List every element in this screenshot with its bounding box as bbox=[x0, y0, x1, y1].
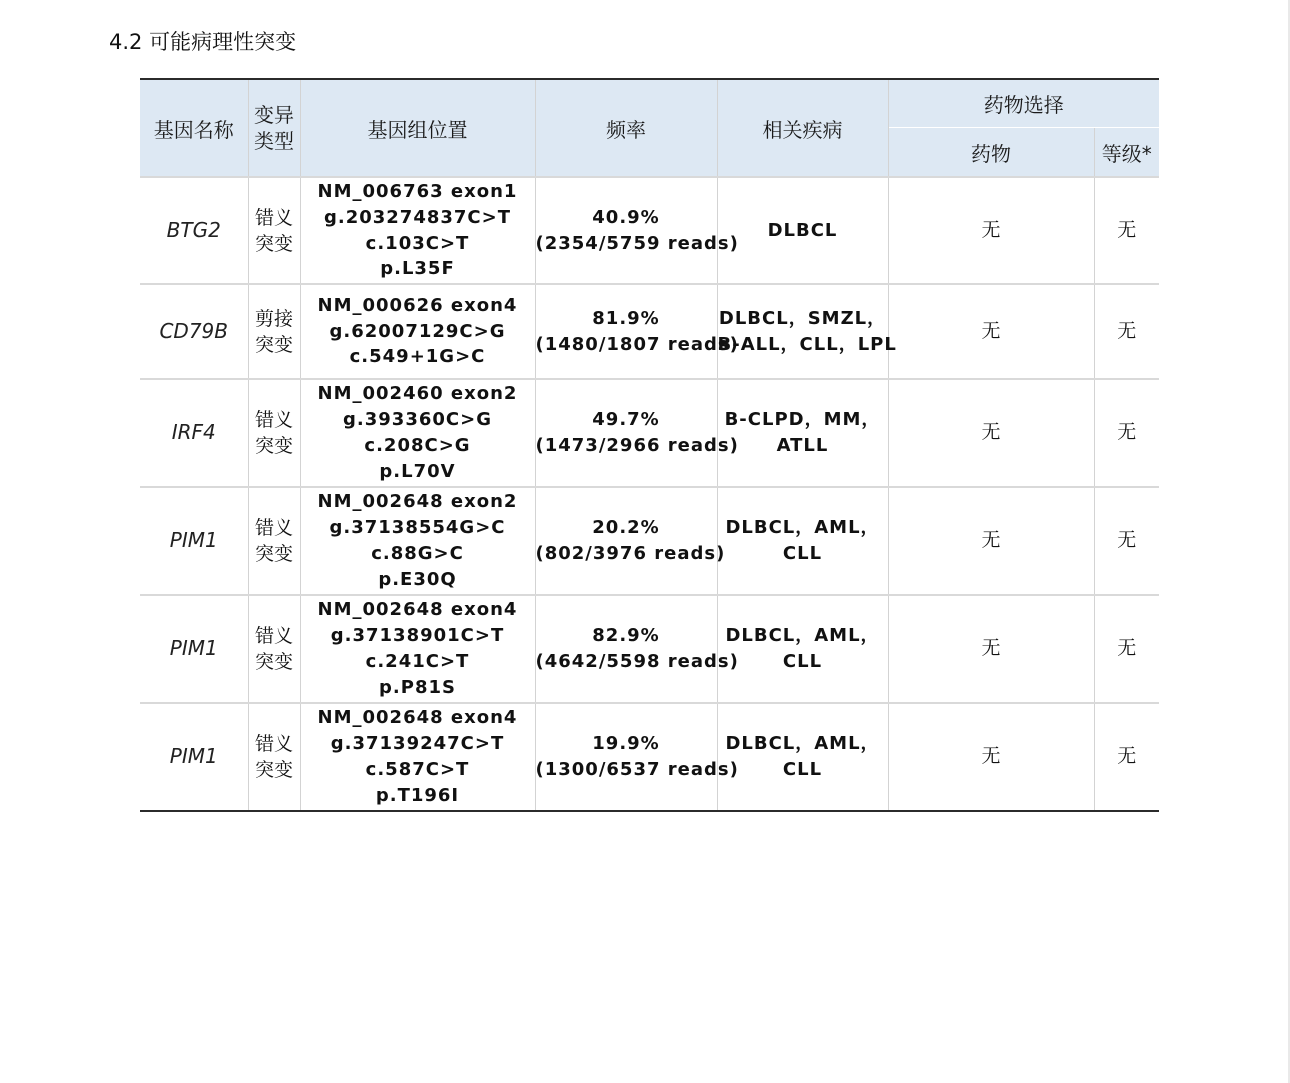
related-disease bbox=[717, 177, 888, 284]
variant-type-line: 突变 bbox=[254, 651, 293, 673]
genomic-position-line: NM_002648 exon4 bbox=[317, 707, 518, 729]
genomic-position-line: NM_006763 exon1 bbox=[317, 180, 518, 202]
frequency-line: (1473/2966 reads) bbox=[535, 435, 739, 456]
genomic-position-line: c.88G>C bbox=[371, 543, 464, 564]
related-disease bbox=[717, 284, 897, 379]
frequency-line: (4642/5598 reads) bbox=[535, 651, 739, 672]
frequency-line: 20.2% bbox=[592, 517, 660, 539]
related-disease-line: DLBCL bbox=[767, 219, 838, 241]
genomic-position-line: g.37138554G>C bbox=[329, 517, 506, 539]
frequency-line: 49.7% bbox=[592, 409, 660, 431]
frequency bbox=[535, 177, 739, 284]
drug: 无 bbox=[888, 595, 1094, 703]
header-variant-type bbox=[248, 79, 300, 177]
variant-type-line: 突变 bbox=[254, 333, 293, 356]
evidence-level: 无 bbox=[1094, 595, 1159, 703]
genomic-position-line: g.203274837C>T bbox=[323, 206, 511, 228]
genomic-position-line: p.P81S bbox=[379, 676, 456, 698]
evidence-level: 无 bbox=[1094, 284, 1159, 379]
genomic-position-line: c.241C>T bbox=[365, 651, 470, 672]
related-disease-line: DLBCL，AML， bbox=[725, 733, 880, 755]
variant-type-line: 突变 bbox=[254, 543, 293, 565]
gene-name: PIM1 bbox=[140, 487, 248, 595]
table-row bbox=[140, 284, 1159, 379]
frequency-line: (2354/5759 reads) bbox=[535, 232, 739, 254]
header-variant-type-line: 类型 bbox=[254, 129, 294, 153]
variant-type bbox=[248, 703, 300, 811]
header-position: 基因组位置 bbox=[300, 79, 535, 177]
variant-type-line: 突变 bbox=[254, 435, 293, 457]
gene-name: CD79B bbox=[140, 284, 248, 379]
variant-type bbox=[248, 177, 300, 284]
related-disease-line: B-ALL，CLL，LPL bbox=[717, 333, 897, 355]
genomic-position-line: c.103C>T bbox=[365, 232, 470, 254]
genomic-position bbox=[300, 595, 535, 703]
variant-type-line: 剪接 bbox=[254, 307, 293, 330]
related-disease bbox=[717, 595, 888, 703]
drug: 无 bbox=[888, 177, 1094, 284]
table-row bbox=[140, 379, 1159, 487]
frequency-line: (802/3976 reads) bbox=[535, 543, 726, 564]
header-drug-selection: 药物选择 bbox=[888, 79, 1159, 128]
frequency-line: 82.9% bbox=[592, 625, 660, 647]
related-disease-line: DLBCL，SMZL， bbox=[718, 307, 887, 329]
gene-name: IRF4 bbox=[140, 379, 248, 487]
genomic-position-line: g.62007129C>G bbox=[329, 320, 506, 342]
variant-type bbox=[248, 284, 300, 379]
table-body bbox=[140, 177, 1159, 811]
drug: 无 bbox=[888, 487, 1094, 595]
genomic-position bbox=[300, 487, 535, 595]
header-level: 等级* bbox=[1094, 128, 1159, 178]
related-disease-line: DLBCL，AML， bbox=[725, 625, 880, 647]
gene-name: BTG2 bbox=[140, 177, 248, 284]
frequency-line: (1480/1807 reads) bbox=[535, 333, 739, 355]
frequency-line: 81.9% bbox=[592, 307, 660, 329]
section-title: 4.2 可能病理性突变 bbox=[109, 30, 297, 54]
genomic-position-line: g.393360C>G bbox=[343, 409, 492, 431]
variant-type-line: 突变 bbox=[254, 759, 293, 781]
header-frequency: 频率 bbox=[535, 79, 717, 177]
variant-type-line: 错义 bbox=[254, 517, 293, 539]
evidence-level: 无 bbox=[1094, 379, 1159, 487]
evidence-level: 无 bbox=[1094, 703, 1159, 811]
genomic-position-line: c.587C>T bbox=[365, 759, 470, 780]
related-disease bbox=[717, 703, 888, 811]
frequency-line: 40.9% bbox=[592, 206, 660, 228]
related-disease-line: CLL bbox=[782, 543, 823, 564]
table-row bbox=[140, 177, 1159, 284]
variant-type-line: 突变 bbox=[254, 232, 293, 255]
related-disease-line: CLL bbox=[782, 759, 823, 780]
table-row bbox=[140, 487, 1159, 595]
genomic-position-line: NM_002648 exon4 bbox=[317, 599, 518, 621]
gene-name: PIM1 bbox=[140, 703, 248, 811]
drug: 无 bbox=[888, 379, 1094, 487]
header-gene: 基因名称 bbox=[140, 79, 248, 177]
header-variant-type-line: 变异 bbox=[254, 103, 294, 127]
drug: 无 bbox=[888, 703, 1094, 811]
evidence-level: 无 bbox=[1094, 487, 1159, 595]
variant-type-line: 错义 bbox=[254, 206, 293, 229]
table-row bbox=[140, 703, 1159, 811]
genomic-position-line: p.T196I bbox=[375, 784, 460, 806]
header-disease: 相关疾病 bbox=[717, 79, 888, 177]
genomic-position-line: p.L70V bbox=[379, 460, 456, 482]
related-disease bbox=[717, 379, 888, 487]
table-header bbox=[140, 79, 1159, 177]
header-drug: 药物 bbox=[888, 128, 1094, 178]
genomic-position-line: p.E30Q bbox=[378, 568, 457, 590]
variant-type-line: 错义 bbox=[254, 733, 293, 755]
drug: 无 bbox=[888, 284, 1094, 379]
genomic-position-line: NM_002460 exon2 bbox=[317, 383, 518, 405]
genomic-position-line: c.549+1G>C bbox=[349, 346, 486, 368]
genomic-position-line: g.37139247C>T bbox=[330, 733, 505, 755]
related-disease-line: DLBCL，AML， bbox=[725, 517, 880, 539]
frequency-line: (1300/6537 reads) bbox=[535, 759, 739, 780]
related-disease-line: ATLL bbox=[776, 435, 829, 456]
frequency-line: 19.9% bbox=[592, 733, 660, 755]
frequency bbox=[535, 379, 739, 487]
evidence-level: 无 bbox=[1094, 177, 1159, 284]
variant-type bbox=[248, 487, 300, 595]
genomic-position-line: NM_002648 exon2 bbox=[317, 491, 518, 513]
variant-type-line: 错义 bbox=[254, 625, 293, 647]
frequency bbox=[535, 284, 739, 379]
genomic-position bbox=[300, 177, 535, 284]
variant-type bbox=[248, 379, 300, 487]
genomic-position-line: c.208C>G bbox=[364, 435, 471, 456]
genomic-position-line: NM_000626 exon4 bbox=[317, 294, 518, 316]
genomic-position bbox=[300, 703, 535, 811]
table-row bbox=[140, 595, 1159, 703]
genomic-position-line: p.L35F bbox=[380, 258, 455, 280]
related-disease bbox=[717, 487, 888, 595]
frequency bbox=[535, 595, 739, 703]
genomic-position-line: g.37138901C>T bbox=[330, 625, 505, 647]
related-disease-line: CLL bbox=[782, 651, 823, 672]
mutation-table bbox=[140, 78, 1159, 812]
gene-name: PIM1 bbox=[140, 595, 248, 703]
related-disease-line: B-CLPD，MM， bbox=[724, 409, 881, 431]
variant-type bbox=[248, 595, 300, 703]
frequency bbox=[535, 487, 726, 595]
variant-type-line: 错义 bbox=[254, 409, 293, 431]
genomic-position bbox=[300, 284, 535, 379]
frequency bbox=[535, 703, 739, 811]
genomic-position bbox=[300, 379, 535, 487]
